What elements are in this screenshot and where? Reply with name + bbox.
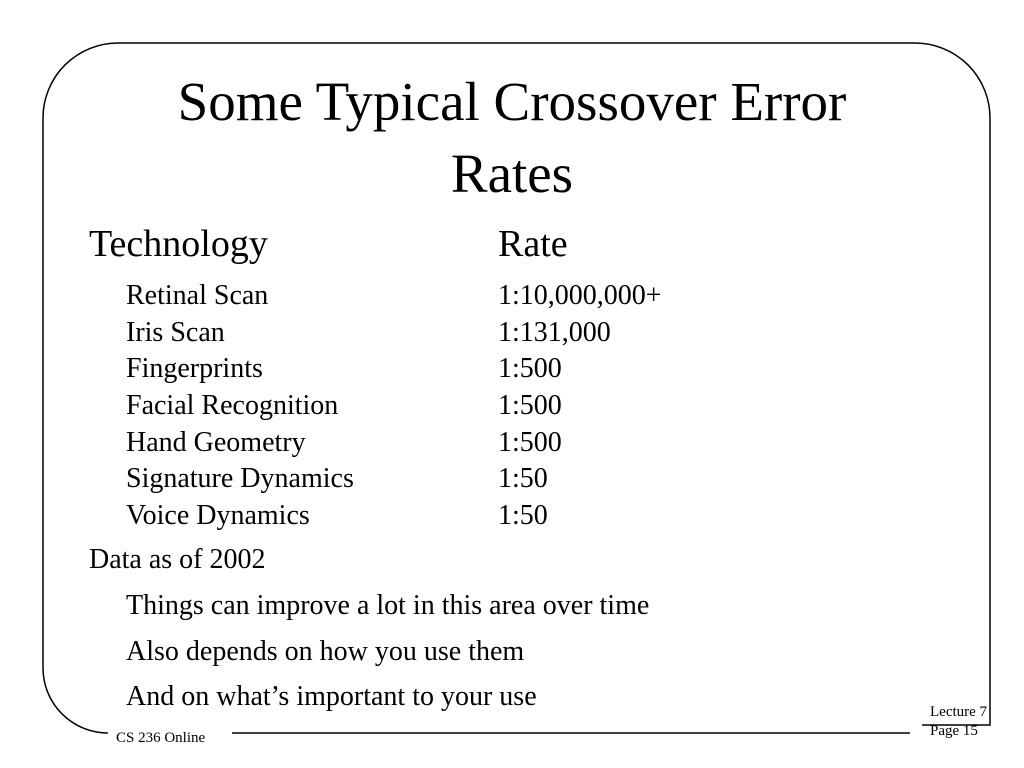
row-technology: Signature Dynamics (126, 463, 354, 495)
header-rate: Rate (498, 223, 568, 265)
row-rate: 1:500 (498, 426, 562, 458)
slide-title-line-2: Rates (450, 143, 574, 204)
footer-course: CS 236 Online (116, 730, 206, 746)
note-item: And on what’s important to your use (126, 681, 537, 712)
note-item: Things can improve a lot in this area over time (126, 590, 650, 621)
row-rate: 1:131,000 (498, 316, 611, 348)
table-row (126, 351, 826, 388)
row-rate: 1:10,000,000+ (498, 280, 662, 311)
note-item: Also depends on how you use them (126, 635, 525, 667)
footer-lecture: Lecture 7 (930, 704, 988, 720)
footer-page: Page 15 (930, 723, 978, 739)
error-rate-table (126, 278, 826, 535)
row-technology: Fingerprints (126, 353, 263, 385)
table-row (126, 278, 826, 315)
table-row (126, 498, 826, 535)
row-technology: Iris Scan (126, 316, 225, 348)
slide-title-line-1: Some Typical Crossover Error (177, 71, 847, 132)
row-technology: Voice Dynamics (126, 500, 310, 532)
slide-title (0, 66, 1024, 210)
table-row (126, 388, 826, 425)
row-rate: 1:500 (498, 353, 562, 385)
row-rate: 1:50 (498, 500, 548, 532)
table-row (126, 425, 826, 462)
notes-list (126, 587, 649, 724)
footer-lecture-page (930, 703, 987, 741)
row-technology: Facial Recognition (126, 390, 339, 422)
row-rate: 1:500 (498, 390, 562, 422)
row-technology: Hand Geometry (126, 426, 306, 458)
header-technology: Technology (89, 223, 268, 265)
row-technology: Retinal Scan (126, 280, 269, 311)
table-row (126, 315, 826, 352)
table-row (126, 461, 826, 498)
row-rate: 1:50 (498, 463, 548, 495)
note-heading: Data as of 2002 (89, 544, 266, 575)
